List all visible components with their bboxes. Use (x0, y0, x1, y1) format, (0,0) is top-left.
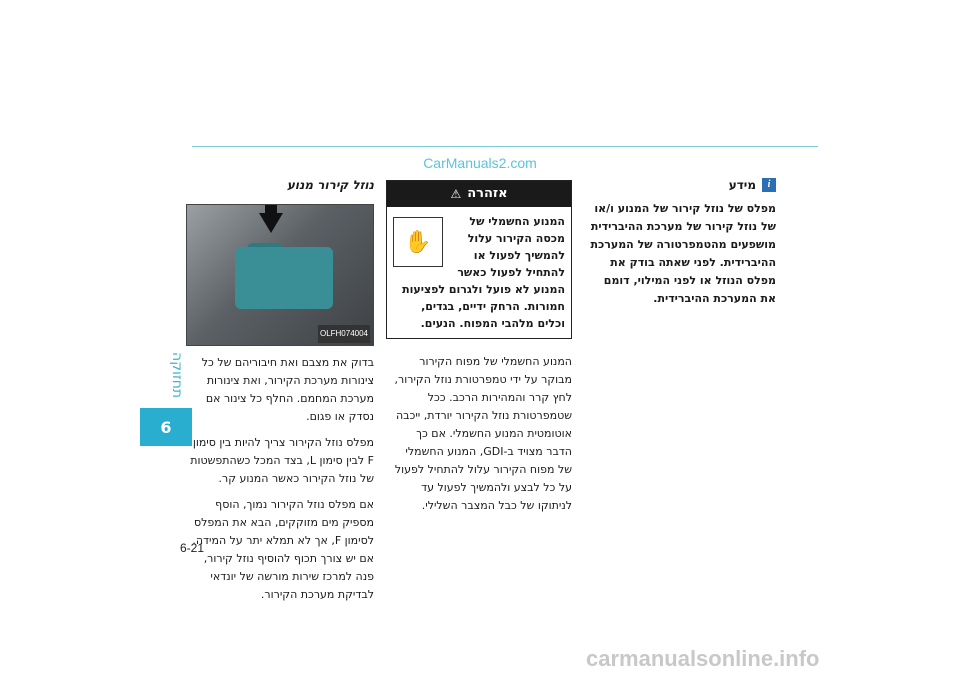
right-column (586, 176, 776, 308)
coolant-reservoir-image (186, 204, 374, 346)
section-title: נוזל קירור מנוע (286, 178, 374, 192)
middle-column (388, 180, 572, 515)
page-number: 6-21 (180, 541, 205, 555)
paragraph: בדוק את מצבם ואת חיבוריהם של כל צינורות מערכת הקירור, ואת צינורות מערכת המחמם. החלף כל צינור אם נסדק או פגום. (201, 356, 374, 423)
image-code: OLFH074004 (318, 325, 370, 343)
paragraph: אם מפלס נוזל הקירור נמוך, הוסף מספיק מים מזוקקים, הבא את המפלס לסימון F, אך לא תמלא יתר על המידה. אם יש צורך תכוף להוסיף נוזל קירור, פנה למרכז שירות מורשה של יונדאי לבדיקת מערכת הקירור. (192, 498, 374, 601)
arrow-down-icon (259, 213, 283, 233)
warning-header (387, 181, 571, 207)
warning-text: המנוע החשמלי של מכסה הקירור עלול להמשיך לפעול או להתחיל לפעול כאשר המנוע לא פועל ולגרום לפציעות חמורות. הרחק ידיים, בגדים, וכלים מלהבי המפוח. הנעים. (402, 215, 565, 330)
warning-heading: אזהרה (467, 186, 508, 201)
fan-hand-icon: ✋ (393, 217, 443, 267)
left-column (188, 176, 374, 604)
note-header (586, 176, 776, 194)
header-watermark: CarManuals2.com (423, 155, 537, 171)
warning-triangle-icon: ⚠ (450, 187, 462, 201)
note-text: מפלס של נוזל קירור של המנוע ו/או של נוזל קירור של מערכת ההיברידית מושפעים מהטמפרטורה של המערכת ההיברידית. לפני שאתה בודק את מפלס הנוזל או לפני המילוי, דומם את המערכת ההיברידית. (590, 202, 776, 305)
note-heading: מידע (728, 178, 756, 192)
chapter-tab: 6 (140, 408, 192, 446)
warning-body (387, 207, 571, 338)
paragraph: מפלס נוזל הקירור צריך להיות בין סימון F לבין סימון L, בצד המכל כשהתפשטות של נוזל הקירור כאשר המנוע קר. (190, 436, 374, 485)
sidebar-section-label: תחזוקה (169, 351, 185, 399)
footer-watermark: carmanualsonline.info (586, 646, 820, 671)
paragraph: המנוע החשמלי של מפוח הקירור מבוקר על ידי טמפרטורת נוזל הקירור, לחץ קרר והמהירות הרכב. ככל שטמפרטורת נוזל הקירור יורדת, ייכבה אוטומטית המנוע החשמלי. אם כך הדבר מצויד ב-GDI, המנוע החשמלי של מפוח הקירור עלול להתחיל לפעול על כל לבצע ולהמשיך לפעול עד לניתוקו של כבל המצבר השלילי. (394, 355, 572, 512)
info-icon: i (762, 178, 776, 192)
warning-box (386, 180, 572, 339)
top-rule (192, 146, 818, 147)
